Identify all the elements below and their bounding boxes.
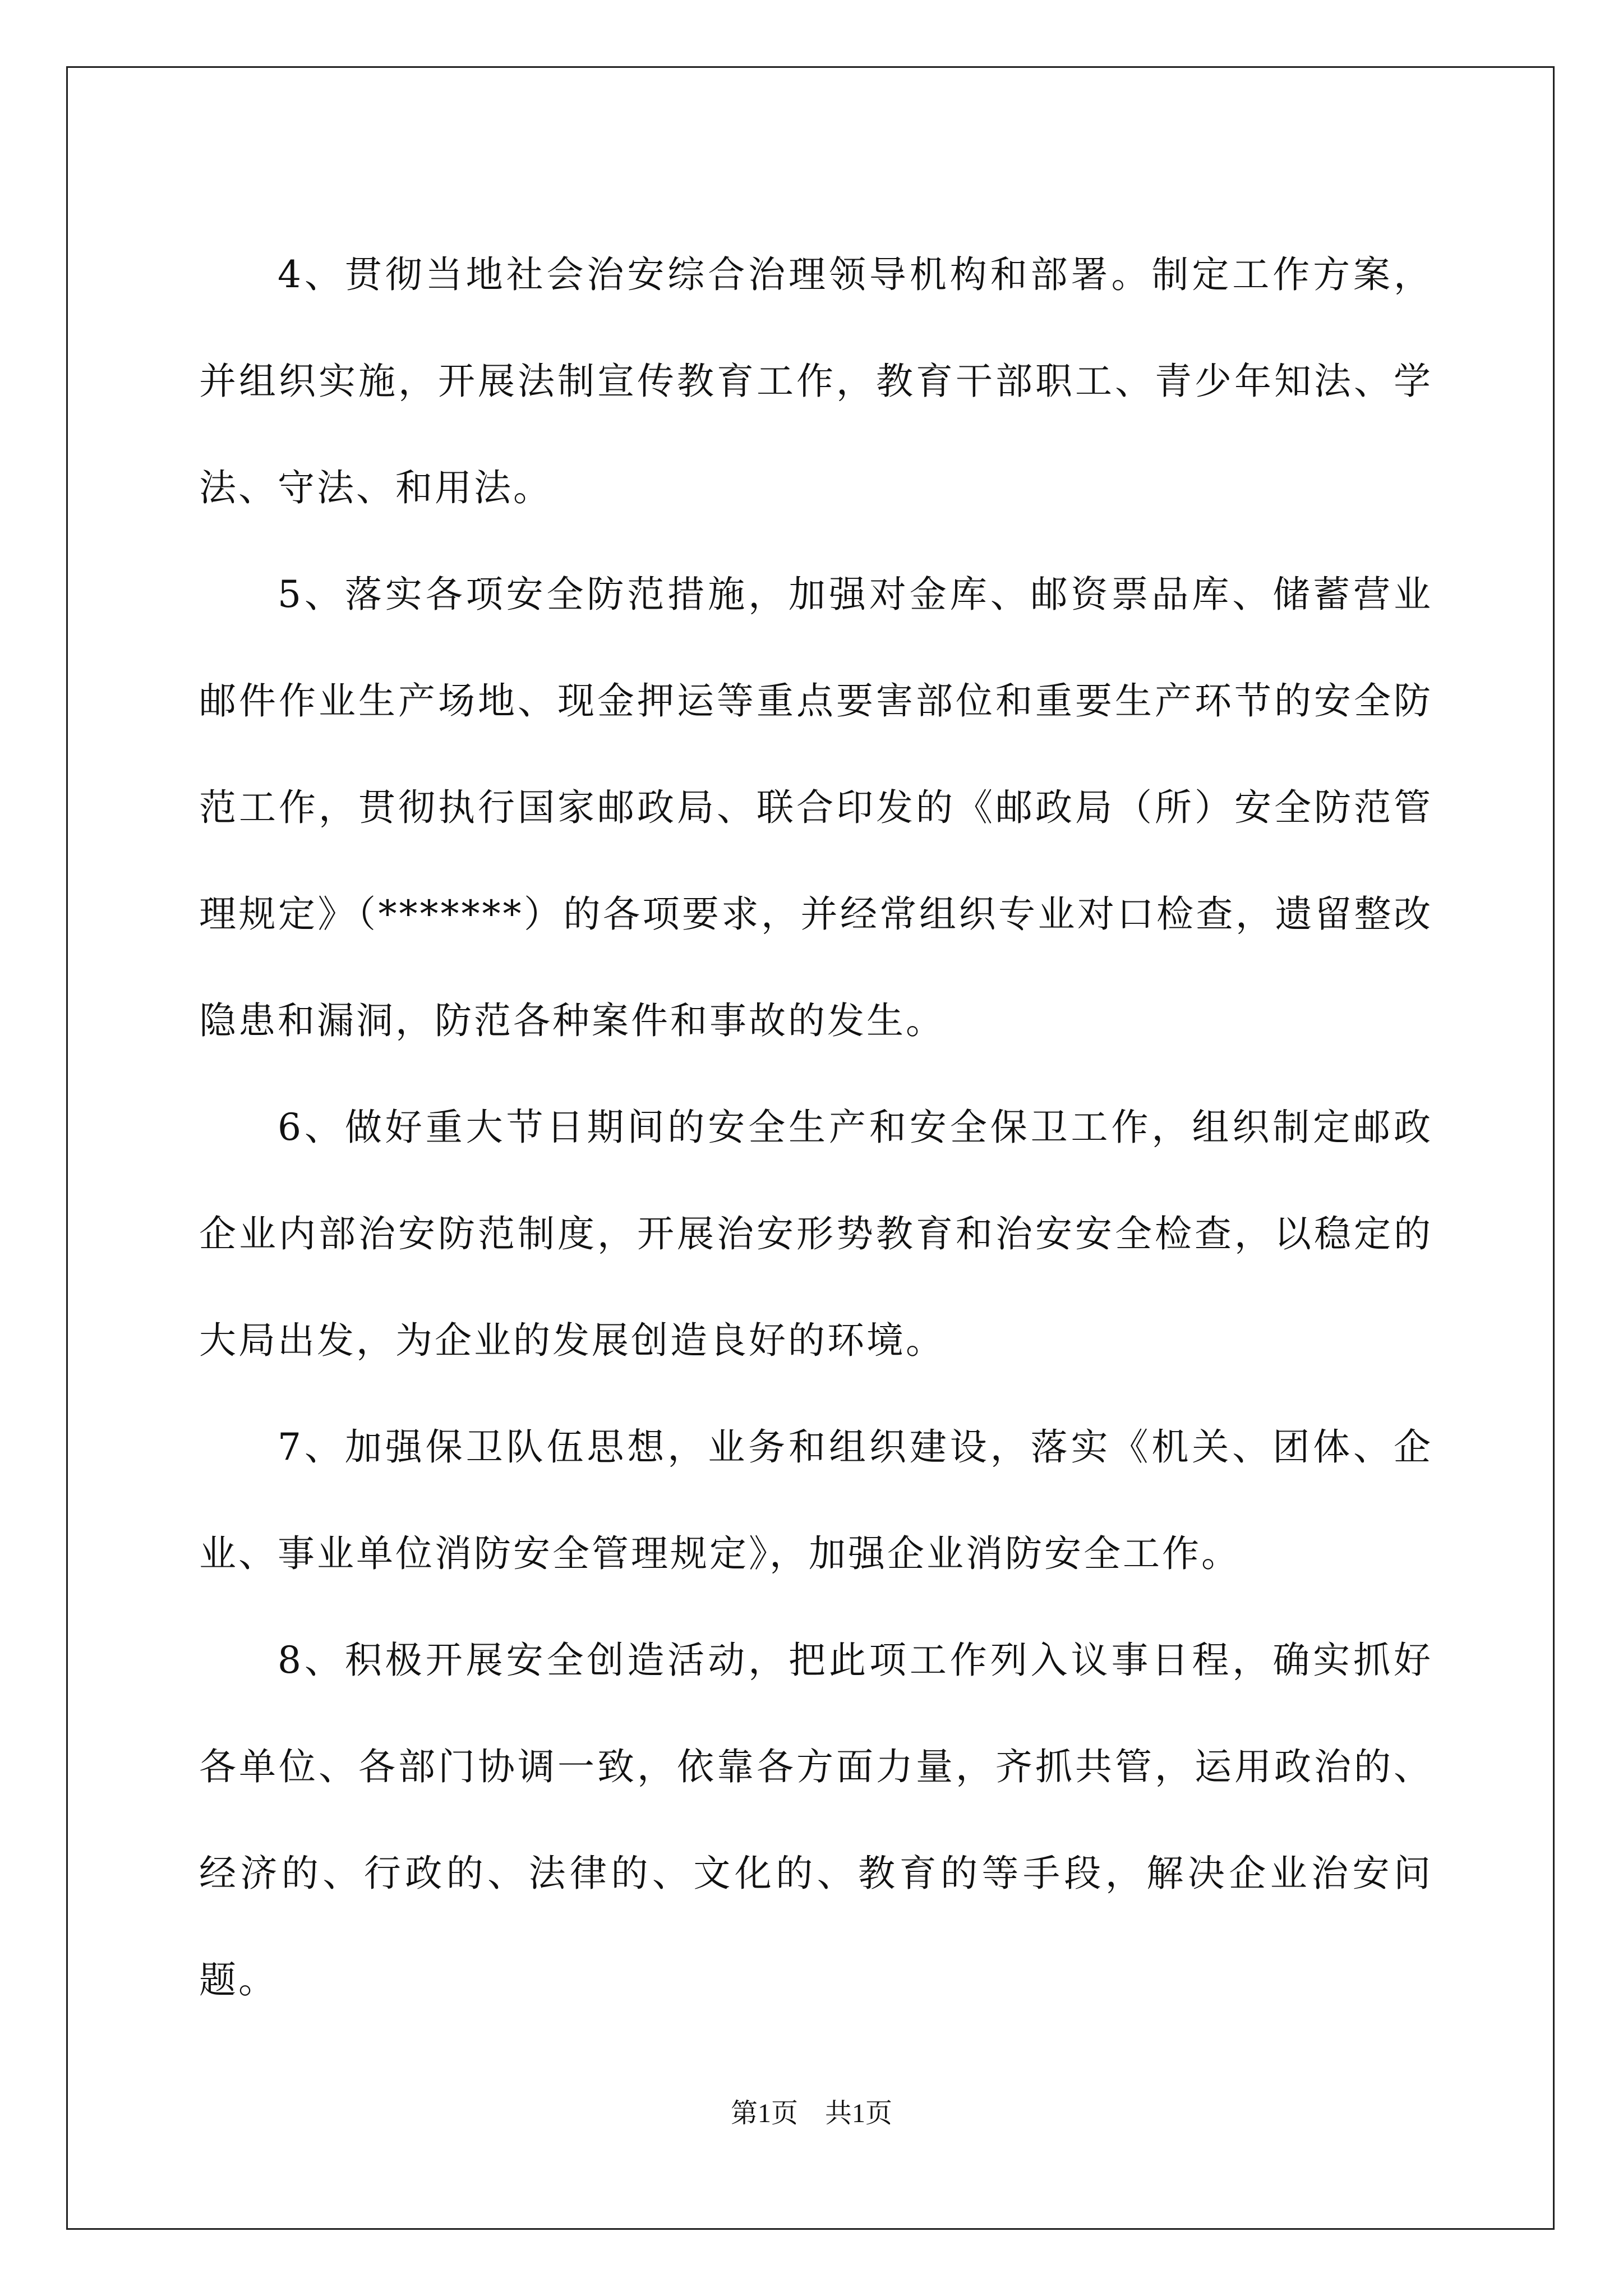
paragraph-item-7: 7、加强保卫队伍思想，业务和组织建设，落实《机关、团体、企业、事业单位消防安全管理规定》，加强企业消防安全工作。 xyxy=(199,1425,1433,1575)
document-body xyxy=(199,222,1433,2033)
page-number-footer: 第1页 共1页 xyxy=(730,2099,892,2128)
paragraph-item-6: 6、做好重大节日期间的安全生产和安全保卫工作，组织制定邮政企业内部治安防范制度，开展治安形势教育和治安安全检查，以稳定的大局出发，为企业的发展创造良好的环境。 xyxy=(199,1106,1433,1362)
paragraph-item-4: 4、贯彻当地社会治安综合治理领导机构和部署。制定工作方案，并组织实施，开展法制宣传教育工作，教育干部职工、青少年知法、学法、守法、和用法。 xyxy=(199,253,1433,509)
paragraph-item-8: 8、积极开展安全创造活动，把此项工作列入议事日程，确实抓好各单位、各部门协调一致，依靠各方面力量，齐抓共管，运用政治的、经济的、行政的、法律的、文化的、教育的等手段，解决企业治安问题。 xyxy=(199,1639,1433,2001)
paragraph-item-5: 5、落实各项安全防范措施，加强对金库、邮资票品库、储蓄营业邮件作业生产场地、现金押运等重点要害部位和重要生产环节的安全防范工作，贯彻执行国家邮政局、联合印发的《邮政局（所）安全防范管理规定》（*******）的各项要求，并经常组织专业对口检查，遗留整改隐患和漏洞，防范各种案件和事故的发生。 xyxy=(199,573,1433,1042)
